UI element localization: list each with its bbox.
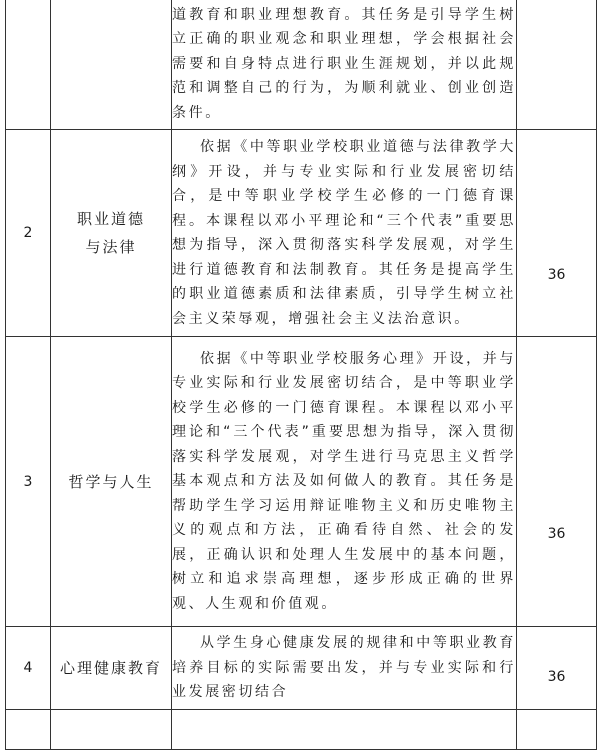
course-name (51, 130, 172, 337)
hours-value: 36 (547, 525, 566, 542)
curriculum-table (5, 0, 597, 750)
course-hours (517, 130, 597, 337)
course-name: 心理健康教育 (51, 627, 172, 710)
hours-value: 36 (547, 266, 566, 283)
description-text: 道教育和职业理想教育。其任务是引导学生树立正确的职业观念和职业理想，学会根据社会需要和自身特点进行职业生涯规划，并以此规范和调整自己的行为，为顺利就业、创业创造条件。 (172, 6, 516, 121)
course-description (172, 130, 517, 337)
course-number: 2 (6, 130, 51, 337)
course-hours (517, 337, 597, 627)
course-name: 哲学与人生 (51, 337, 172, 627)
course-description (172, 710, 517, 750)
course-number (6, 710, 51, 750)
table-row (6, 0, 597, 130)
course-hours (517, 627, 597, 710)
table-row (6, 627, 597, 710)
description-text: 依据《中等职业学校服务心理》开设，并与专业实际和行业发展密切结合，是中等职业学校学生必修的一门德育课程。本课程以邓小平理论和“三个代表”重要思想为指导，深入贯彻落实科学发展观，对学生进行马克思主义哲学基本观点和方法及如何做人的教育。其任务是帮助学生学习运用辩证唯物主义和历史唯物主义的观点和方法，正确看待自然、社会的发展，正确认识和处理人生发展中的基本问题，树立和追求崇高理想，逐步形成正确的世界观、人生观和价值观。 (172, 350, 516, 612)
table-row (6, 710, 597, 750)
description-text: 依据《中等职业学校职业道德与法律教学大纲》开设，并与专业实际和行业发展密切结合，是中等职业学校学生必修的一门德育课程。本课程以邓小平理论和“三个代表”重要思想为指导，深入贯彻落实科学发展观，对学生进行道德教育和法制教育。其任务是提高学生的职业道德素质和法律素质，引导学生树立社会主义荣辱观，增强社会主义法治意识。 (172, 139, 516, 327)
table-row (6, 337, 597, 627)
course-name (51, 710, 172, 750)
course-name (51, 0, 172, 130)
course-hours (517, 0, 597, 130)
course-hours (517, 710, 597, 750)
table-row (6, 130, 597, 337)
course-description (172, 0, 517, 130)
course-description (172, 627, 517, 710)
course-description (172, 337, 517, 627)
description-text: 从学生身心健康发展的规律和中等职业教育培养目标的实际需要出发，并与专业实际和行业发展密切结合 (172, 635, 516, 701)
course-name-line: 职业道德 (76, 210, 145, 228)
course-number (6, 0, 51, 130)
course-number: 3 (6, 337, 51, 627)
course-number: 4 (6, 627, 51, 710)
course-name-line: 与法律 (85, 238, 137, 256)
hours-value: 36 (547, 669, 566, 685)
